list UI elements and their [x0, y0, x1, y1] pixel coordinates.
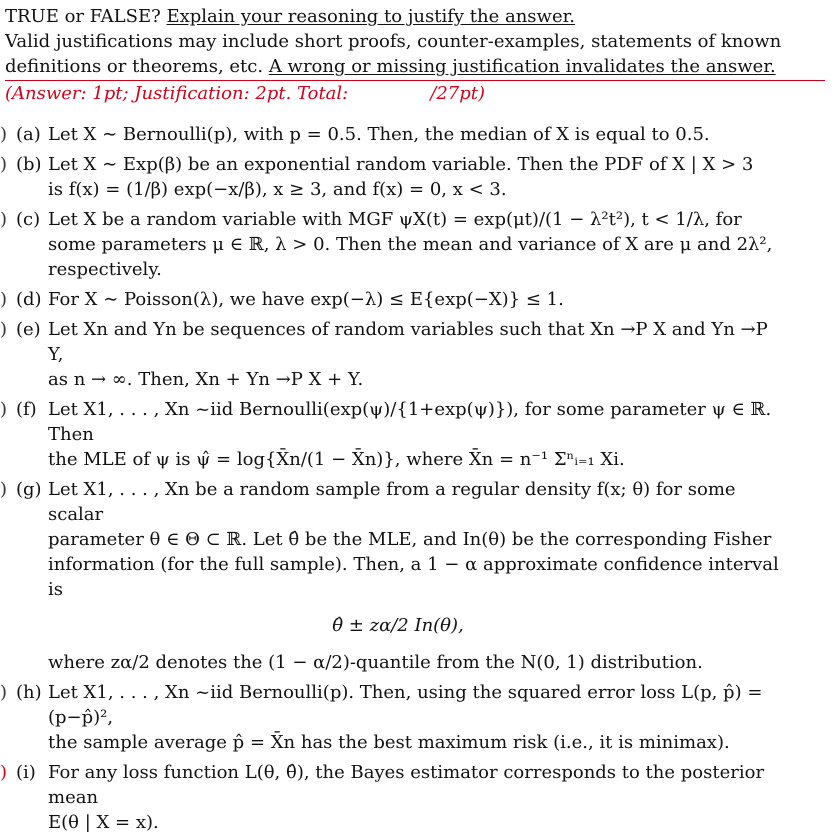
justification-warning: A wrong or missing justification invalidates the answer.	[268, 56, 776, 77]
question-label: (c)	[16, 209, 41, 230]
answer-bracket: )	[0, 682, 8, 703]
question-text-line: Let X ∼ Exp(β) be an exponential random variable. Then the PDF of X | X > 3	[48, 154, 754, 175]
question-text-line: the sample average p̂ = X̄n has the best maximum risk (i.e., it is minimax).	[48, 732, 730, 753]
question-label: (i)	[16, 762, 36, 783]
question-item	[0, 287, 788, 312]
instructions-line-3-prefix: definitions or theorems, etc.	[5, 56, 269, 77]
answer-bracket: )	[0, 209, 8, 230]
question-label: (b)	[16, 154, 42, 175]
question-text-line: Let X1, . . . , Xn ~iid Bernoulli(exp(ψ)/{1+exp(ψ)}), for some parameter ψ ∈ ℝ. Then	[48, 399, 772, 445]
instructions-line-1	[5, 4, 835, 29]
question-text-line: respectively.	[48, 259, 162, 280]
explain-instruction: Explain your reasoning to justify the answer.	[166, 6, 575, 27]
question-label: (g)	[16, 479, 42, 500]
question-label: (d)	[16, 289, 42, 310]
question-text-line: as n → ∞. Then, Xn + Yn →P X + Y.	[48, 369, 364, 390]
points-breakdown: (Answer: 1pt; Justification: 2pt. Total:	[5, 83, 349, 104]
true-false-prompt: TRUE or FALSE?	[5, 6, 167, 27]
question-text-line: parameter θ ∈ Θ ⊂ ℝ. Let θ̂ be the MLE, and In(θ) be the corresponding Fisher	[48, 529, 772, 550]
question-text-line: information (for the full sample). Then, a 1 − α approximate confidence interval is	[48, 554, 779, 600]
question-item	[0, 760, 788, 835]
question-text-line: is f(x) = (1/β) exp(−x/β), x ≥ 3, and f(x) = 0, x < 3.	[48, 179, 507, 200]
question-text-line: For any loss function L(θ, θ̂), the Bayes estimator corresponds to the posterior mean	[48, 762, 765, 808]
question-item	[0, 397, 788, 472]
instructions-header	[5, 4, 835, 106]
question-text-line: where zα/2 denotes the (1 − α/2)-quantile from the N(0, 1) distribution.	[48, 652, 703, 673]
question-item	[0, 122, 788, 147]
question-text-line: For X ∼ Poisson(λ), we have exp(−λ) ≤ E{exp(−X)} ≤ 1.	[48, 289, 564, 310]
answer-bracket: )	[0, 319, 8, 340]
answer-bracket: )	[0, 399, 8, 420]
question-label: (f)	[16, 399, 37, 420]
instructions-line-3	[5, 54, 835, 79]
question-text-line: Let X1, . . . , Xn ~iid Bernoulli(p). Then, using the squared error loss L(p, p̂) = (p−p̂)²,	[48, 682, 763, 728]
display-equation: θ̂ ± zα/2 In(θ),	[332, 615, 464, 636]
answer-bracket: )	[0, 479, 8, 500]
points-total: /27pt)	[430, 83, 485, 104]
question-list	[0, 122, 840, 840]
answer-bracket: )	[0, 154, 8, 175]
question-text-line: E(θ | X = x).	[48, 812, 159, 833]
question-item	[0, 207, 788, 282]
answer-bracket: )	[0, 289, 8, 310]
question-item	[0, 317, 788, 392]
question-label: (a)	[16, 124, 41, 145]
question-text-line: Let X ∼ Bernoulli(p), with p = 0.5. Then, the median of X is equal to 0.5.	[48, 124, 710, 145]
question-text-line: Let X1, . . . , Xn be a random sample from a regular density f(x; θ) for some scalar	[48, 479, 736, 525]
question-text-line: some parameters μ ∈ ℝ, λ > 0. Then the mean and variance of X are μ and 2λ²,	[48, 234, 773, 255]
question-text-line: the MLE of ψ is ψ̂ = log{X̄n/(1 − X̄n)}, where X̄n = n⁻¹ Σⁿᵢ₌₁ Xi.	[48, 449, 625, 470]
question-text-line: Let X be a random variable with MGF ψX(t) = exp(μt)/(1 − λ²t²), t < 1/λ, for	[48, 209, 742, 230]
answer-bracket: )	[0, 762, 8, 783]
question-item	[0, 680, 788, 755]
points-line	[5, 81, 485, 106]
question-item	[0, 477, 788, 675]
question-label: (e)	[16, 319, 41, 340]
question-label: (h)	[16, 682, 42, 703]
question-item	[0, 152, 788, 202]
answer-bracket: )	[0, 124, 8, 145]
instructions-line-2: Valid justifications may include short proofs, counter-examples, statements of known	[5, 31, 782, 52]
question-text-line: Let Xn and Yn be sequences of random variables such that Xn →P X and Yn →P Y,	[48, 319, 768, 365]
